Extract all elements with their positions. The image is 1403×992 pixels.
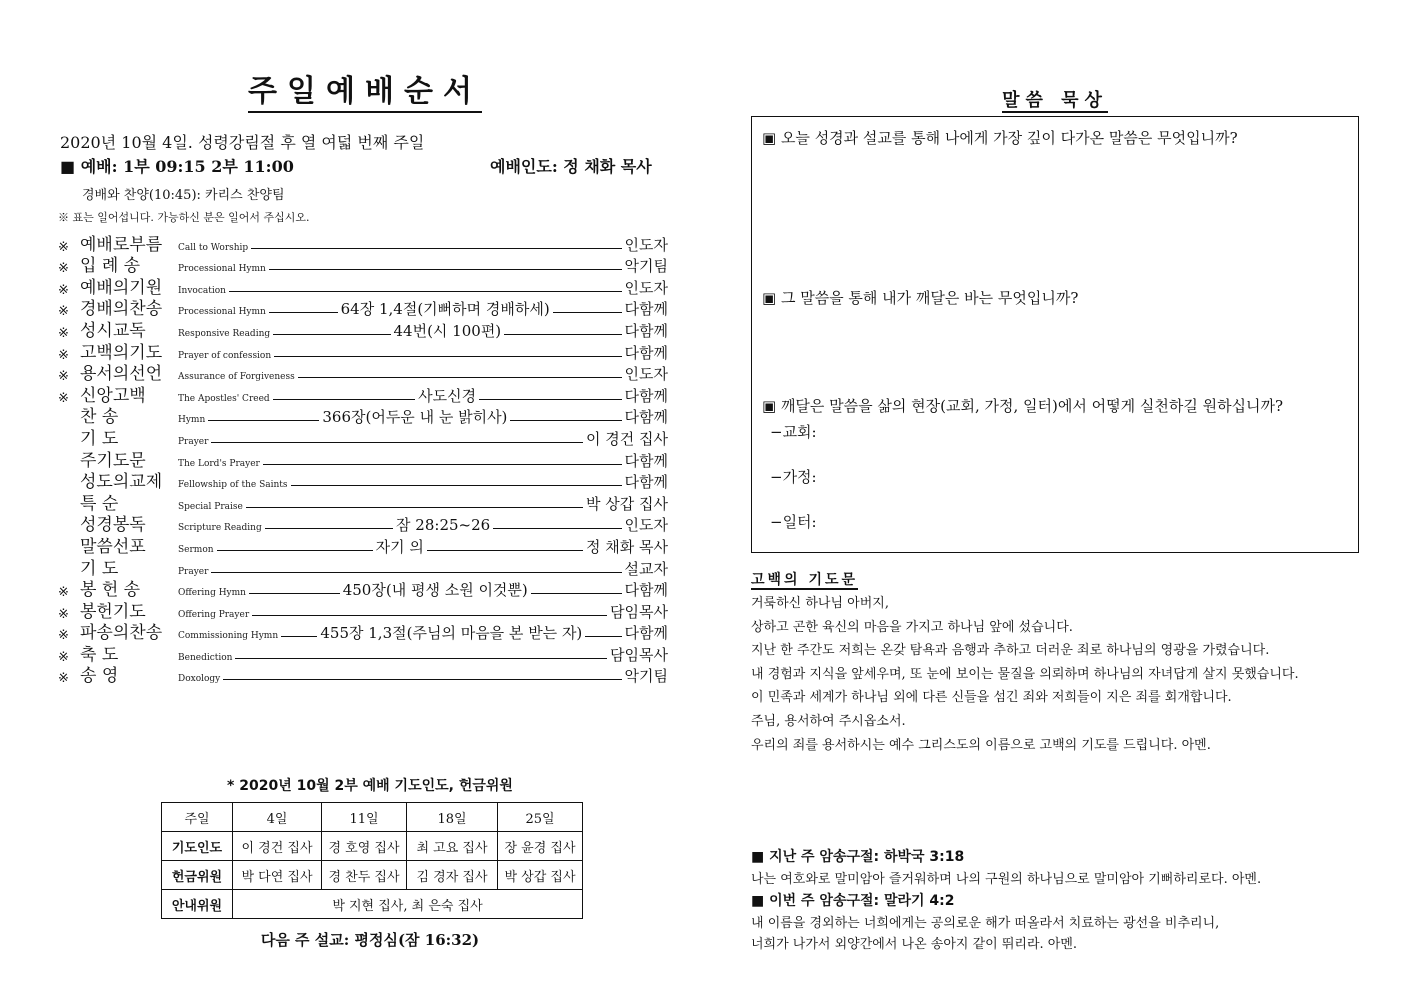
order-item-person: 다함께 xyxy=(624,408,668,427)
order-item-person: 담임목사 xyxy=(610,645,668,664)
order-item-person: 다함께 xyxy=(624,386,668,405)
leader-rule xyxy=(510,420,621,421)
this-week-verse-line-1: 내 이름을 경외하는 너희에게는 공의로운 해가 떠올라서 치료하는 광선을 비추리니, xyxy=(751,916,1220,931)
order-item-person: 다함께 xyxy=(624,300,669,319)
stand-mark: ※ xyxy=(58,649,69,665)
order-item-person: 다함께 xyxy=(624,321,669,340)
order-item-name: 말씀선포 xyxy=(80,536,146,557)
order-item-detail: 사도신경 xyxy=(418,386,477,405)
meditation-title: 말씀 묵상 xyxy=(1002,90,1108,111)
order-item-english: Sermon xyxy=(178,544,214,555)
order-item-name: 신앙고백 xyxy=(80,385,146,406)
order-item-detail: 자기 의 xyxy=(375,537,424,556)
stand-mark: ※ xyxy=(58,347,69,363)
table-cell: 장 윤경 집사 xyxy=(498,832,583,861)
order-item-person: 인도자 xyxy=(624,516,669,535)
row-label: 헌금위원 xyxy=(162,861,233,890)
order-item-english: Responsive Reading xyxy=(178,328,271,339)
worship-leader: 예배인도: 정 채화 목사 xyxy=(490,157,652,176)
leader-rule xyxy=(269,312,338,313)
order-item-detail: 366장(어두운 내 눈 밝히사) xyxy=(322,408,508,427)
order-item-detail: 450장(내 평생 소원 이것뿐) xyxy=(342,581,528,600)
order-item-english: Commissioning Hymn xyxy=(178,631,279,642)
leader-rule xyxy=(585,636,621,637)
order-item-english: Assurance of Forgiveness xyxy=(178,372,295,383)
order-item-name: 주기도문 xyxy=(80,450,146,471)
order-item-person: 다함께 xyxy=(624,624,668,643)
work-field: −일터: xyxy=(770,513,817,531)
this-week-verse-heading: ■ 이번 주 암송구절: 말라기 4:2 xyxy=(751,893,955,909)
meditation-question-3: ▣ 깨달은 말씀을 삶의 현장(교회, 가정, 일터)에서 어떻게 실천하길 원하십니까? xyxy=(762,397,1284,415)
confession-line: 내 경험과 지식을 앞세우며, 또 눈에 보이는 물질을 의뢰하며 하나님의 자녀답게 살지 못했습니다. xyxy=(751,666,1299,682)
last-week-verse-heading: ■ 지난 주 암송구절: 하박국 3:18 xyxy=(751,849,965,865)
table-row xyxy=(162,803,583,832)
home-field: −가정: xyxy=(770,468,817,486)
table-cell: 박 상갑 집사 xyxy=(498,861,583,890)
order-item-name: 성경봉독 xyxy=(80,515,146,536)
confession-line: 우리의 죄를 용서하시는 예수 그리스도의 이름으로 고백의 기도를 드립니다. 아멘. xyxy=(751,737,1211,753)
confession-line: 이 민족과 세계가 하나님 외에 다른 신들을 섬긴 죄와 저희들이 지은 죄를 회개합니다. xyxy=(751,690,1232,706)
order-item-person: 박 상갑 집사 xyxy=(586,494,668,513)
table-header: 11일 xyxy=(322,803,407,832)
leader-rule xyxy=(223,679,621,680)
leader-rule xyxy=(251,248,621,249)
table-row xyxy=(162,861,583,890)
leader-rule xyxy=(246,507,583,508)
order-item-name: 용서의선언 xyxy=(80,364,163,385)
order-item-person: 다함께 xyxy=(624,581,669,600)
order-item-person: 인도자 xyxy=(624,278,668,297)
this-week-verse-line-2: 너희가 나가서 외양간에서 나온 송아지 같이 뛰리라. 아멘. xyxy=(751,937,1078,952)
order-item-english: Offering Prayer xyxy=(178,609,250,620)
leader-rule xyxy=(273,334,390,335)
order-item-english: Special Praise xyxy=(178,501,243,512)
order-item-name: 경배의찬송 xyxy=(80,299,163,320)
confession-line: 거룩하신 하나님 아버지, xyxy=(751,596,889,611)
leader-rule xyxy=(553,312,622,313)
stand-mark: ※ xyxy=(58,628,69,644)
row-label: 기도인도 xyxy=(162,832,233,861)
leader-rule xyxy=(479,399,621,400)
order-item-person: 담임목사 xyxy=(610,602,668,621)
order-item-name: 찬 송 xyxy=(80,407,119,428)
order-item-name: 특 순 xyxy=(80,493,119,514)
service-times: ■ 예배: 1부 09:15 2부 11:00 xyxy=(60,157,294,176)
order-item-name: 성시교독 xyxy=(80,320,146,341)
order-item-name: 봉헌기도 xyxy=(80,601,146,622)
order-item-name: 성도의교제 xyxy=(80,472,163,493)
leader-rule xyxy=(252,615,607,616)
confession-line: 지난 한 주간도 저희는 온갖 탐욕과 음행과 추하고 더러운 죄로 하나님의 영광을 가렸습니다. xyxy=(751,643,1270,659)
table-cell: 최 고요 집사 xyxy=(407,832,498,861)
order-item-english: Prayer of confession xyxy=(178,350,272,361)
table-cell: 김 경자 집사 xyxy=(407,861,498,890)
date-line: 2020년 10월 4일. 성령강림절 후 열 여덟 번째 주일 xyxy=(60,133,425,152)
order-item-english: Scripture Reading xyxy=(178,523,262,534)
meditation-box xyxy=(751,116,1359,553)
worship-order xyxy=(58,233,668,686)
table-header: 4일 xyxy=(233,803,322,832)
order-item-english: Doxology xyxy=(178,674,221,685)
order-item-english: Prayer xyxy=(178,566,209,577)
order-item-name: 기 도 xyxy=(80,428,119,449)
stand-mark: ※ xyxy=(58,606,69,622)
table-header: 18일 xyxy=(407,803,498,832)
order-item-english: Processional Hymn xyxy=(178,307,266,318)
order-row xyxy=(58,665,668,687)
order-item-english: Invocation xyxy=(178,285,226,296)
stand-mark: ※ xyxy=(58,390,69,406)
stand-mark: ※ xyxy=(58,671,69,687)
last-week-verse: 나는 여호와로 말미암아 즐거워하며 나의 구원의 하나님으로 말미암아 기뻐하리로다. 아멘. xyxy=(751,872,1262,887)
order-item-name: 입 례 송 xyxy=(80,256,141,277)
stand-mark: ※ xyxy=(58,239,69,255)
order-item-name: 예배의기원 xyxy=(80,277,163,298)
order-item-english: The Lord's Prayer xyxy=(178,458,260,469)
stand-mark: ※ xyxy=(58,369,69,385)
stand-mark: ※ xyxy=(58,585,69,601)
meditation-question-1: ▣ 오늘 성경과 설교를 통해 나에게 가장 깊이 다가온 말씀은 무엇입니까? xyxy=(762,129,1238,147)
order-item-name: 봉 헌 송 xyxy=(80,580,141,601)
order-item-person: 다함께 xyxy=(624,451,668,470)
order-item-person: 악기팀 xyxy=(624,257,668,276)
table-cell: 박 지현 집사, 최 은숙 집사 xyxy=(233,890,583,919)
stand-mark: ※ xyxy=(58,261,69,277)
order-item-name: 송 영 xyxy=(80,666,119,687)
order-item-english: Call to Worship xyxy=(178,242,249,253)
leader-rule xyxy=(274,356,621,357)
praise-line: 경배와 찬양(10:45): 카리스 찬양팀 xyxy=(82,188,285,203)
order-item-person: 이 경건 집사 xyxy=(586,429,668,448)
leader-rule xyxy=(427,550,583,551)
order-item-person: 다함께 xyxy=(624,473,668,492)
row-label: 안내위원 xyxy=(162,890,233,919)
leader-rule xyxy=(249,593,340,594)
church-field: −교회: xyxy=(770,423,817,441)
order-item-person: 다함께 xyxy=(624,343,668,362)
leader-rule xyxy=(211,572,621,573)
page-title: 주일예배순서 xyxy=(150,66,580,110)
order-item-name: 축 도 xyxy=(80,644,119,665)
order-item-name: 파송의찬송 xyxy=(80,623,163,644)
order-item-english: Processional Hymn xyxy=(178,264,266,275)
order-item-name: 예배로부름 xyxy=(80,234,163,255)
leader-rule xyxy=(298,377,622,378)
order-item-detail: 44번(시 100편) xyxy=(393,321,502,340)
leader-rule xyxy=(269,269,622,270)
confession-line: 주님, 용서하여 주시옵소서. xyxy=(751,713,906,729)
stand-mark: ※ xyxy=(58,304,69,320)
leader-rule xyxy=(235,658,607,659)
order-item-person: 악기팀 xyxy=(624,667,668,686)
memory-verses xyxy=(751,846,1261,952)
order-item-detail: 64장 1,4절(기뻐하며 경배하세) xyxy=(340,300,550,319)
leader-rule xyxy=(281,636,317,637)
order-item-english: Prayer xyxy=(178,436,209,447)
order-item-person: 정 채화 목사 xyxy=(586,537,669,556)
confession-line: 상하고 곤한 육신의 마음을 가지고 하나님 앞에 섰습니다. xyxy=(751,619,1073,635)
order-item-english: Benediction xyxy=(178,652,233,663)
leader-rule xyxy=(291,485,622,486)
meditation-question-2: ▣ 그 말씀을 통해 내가 깨달은 바는 무엇입니까? xyxy=(762,289,1079,307)
leader-rule xyxy=(217,550,373,551)
leader-rule xyxy=(208,420,319,421)
order-item-person: 인도자 xyxy=(624,365,668,384)
leader-rule xyxy=(211,442,583,443)
schedule-table xyxy=(161,802,583,919)
table-cell: 박 다연 집사 xyxy=(233,861,322,890)
leader-rule xyxy=(531,593,622,594)
order-item-detail: 455장 1,3절(주님의 마음을 본 받는 자) xyxy=(320,624,583,643)
table-header: 25일 xyxy=(498,803,583,832)
confession-prayer xyxy=(751,592,1299,757)
order-item-name: 고백의기도 xyxy=(80,342,163,363)
order-item-english: Hymn xyxy=(178,415,206,426)
schedule-title: * 2020년 10월 2부 예배 기도인도, 헌금위원 xyxy=(227,778,513,794)
leader-rule xyxy=(504,334,621,335)
order-item-detail: 잠 28:25~26 xyxy=(396,516,491,535)
order-item-name: 기 도 xyxy=(80,558,119,579)
leader-rule xyxy=(229,291,622,292)
confession-title: 고백의 기도문 xyxy=(751,572,859,588)
order-item-person: 설교자 xyxy=(624,559,668,578)
order-item-person: 인도자 xyxy=(624,235,668,254)
table-row xyxy=(162,832,583,861)
table-cell: 이 경건 집사 xyxy=(233,832,322,861)
table-cell: 경 호영 집사 xyxy=(322,832,407,861)
leader-rule xyxy=(493,528,621,529)
order-item-english: Fellowship of the Saints xyxy=(178,480,288,491)
stand-mark: ※ xyxy=(58,282,69,298)
leader-rule xyxy=(265,528,393,529)
stand-note: ※ 표는 일어섭니다. 가능하신 분은 일어서 주십시오. xyxy=(58,211,310,224)
next-sermon: 다음 주 설교: 평정심(잠 16:32) xyxy=(260,931,480,949)
order-item-english: Offering Hymn xyxy=(178,588,246,599)
order-item-english: The Apostles' Creed xyxy=(178,393,270,404)
table-row xyxy=(162,890,583,919)
table-header: 주일 xyxy=(162,803,233,832)
table-cell: 경 찬두 집사 xyxy=(322,861,407,890)
stand-mark: ※ xyxy=(58,325,69,341)
leader-rule xyxy=(273,399,415,400)
leader-rule xyxy=(263,464,622,465)
